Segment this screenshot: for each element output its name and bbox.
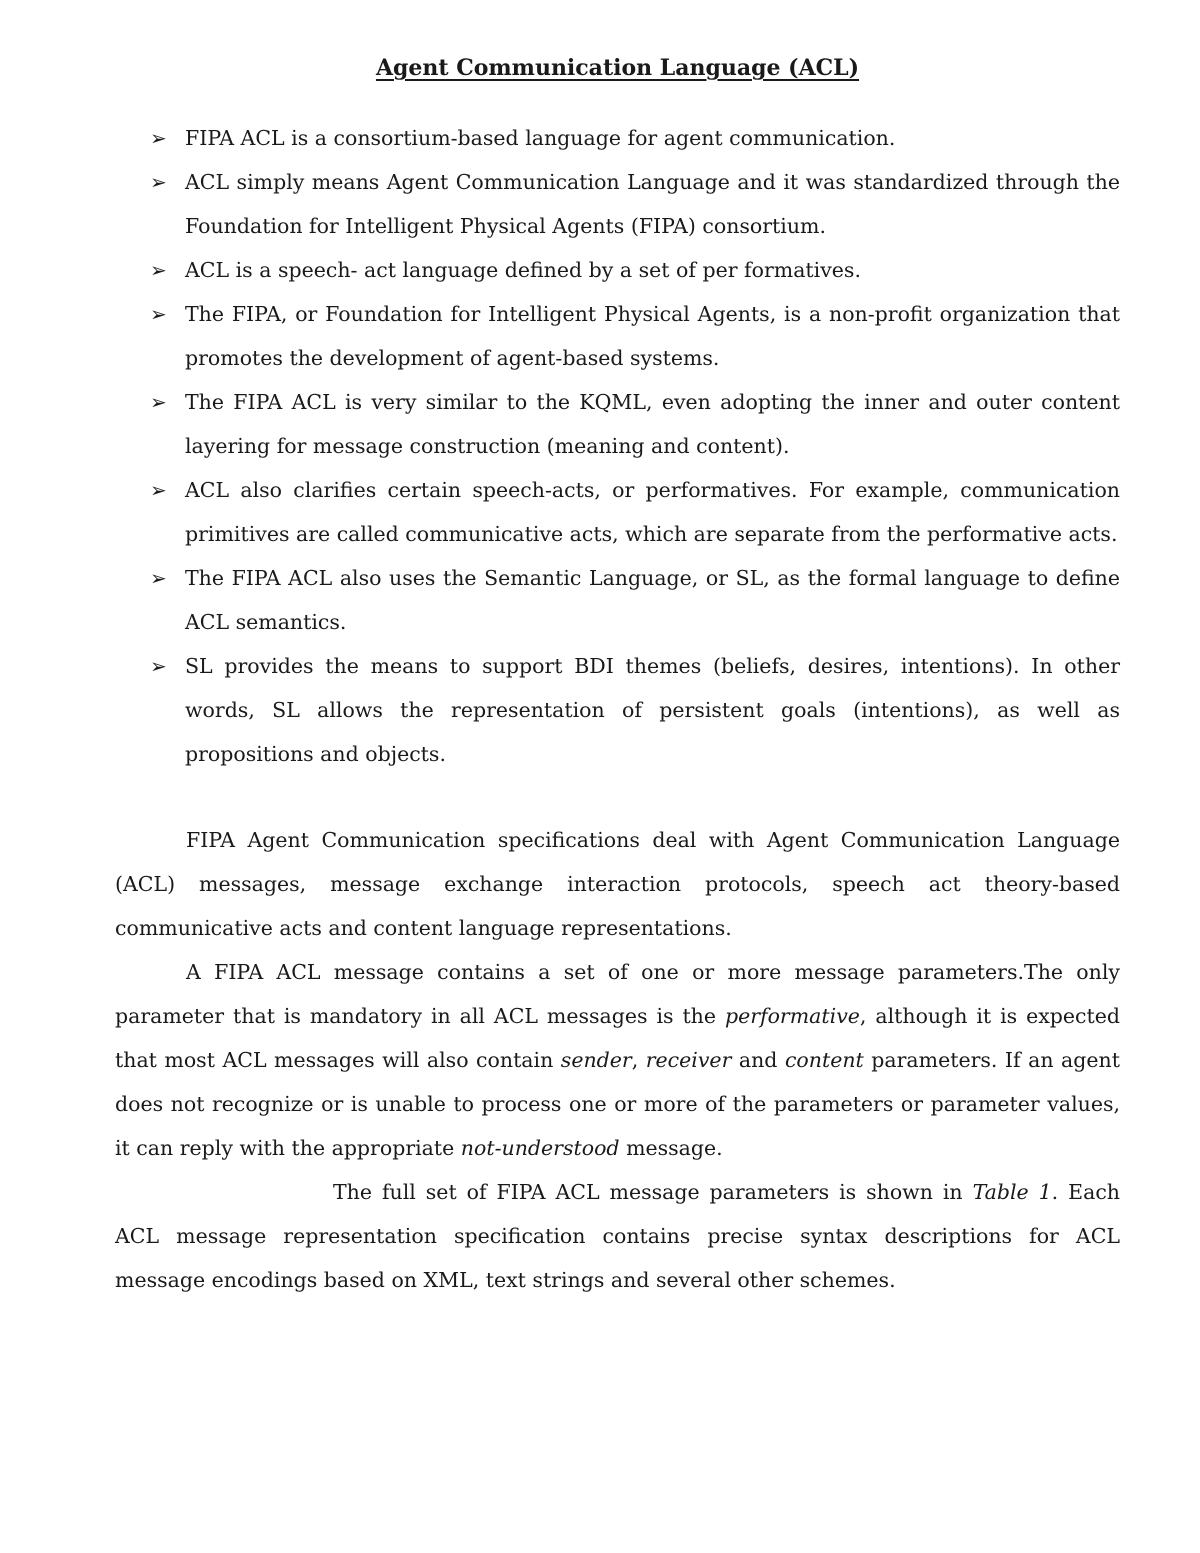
list-item <box>150 116 1120 160</box>
arrowhead-bullet-icon: ➢ <box>150 302 167 326</box>
list-item <box>150 468 1120 556</box>
page-title: Agent Communication Language (ACL) <box>375 55 860 81</box>
bullet-list <box>150 116 1120 776</box>
list-item <box>150 556 1120 644</box>
arrowhead-bullet-icon: ➢ <box>150 170 167 194</box>
arrowhead-bullet-icon: ➢ <box>150 654 167 678</box>
paragraph-acl-message-parameters: A FIPA ACL message contains a set of one or more message parameters.The only parameter that is mandatory in all ACL messages is the performative, although it is expected that most ACL messages will also contain sender, receiver and content parameters. If an agent does not recognize or is unable to process one or more of the parameters or parameter values, it can reply with the appropriate not-understood message. <box>115 960 1121 1160</box>
bullet-text: ACL also clarifies certain speech-acts, or performatives. For example, communication primitives are called communicative acts, which are separate from the performative acts. <box>185 478 1120 546</box>
bullet-text: ACL is a speech- act language defined by a set of per formatives. <box>185 258 861 282</box>
arrowhead-bullet-icon: ➢ <box>150 258 167 282</box>
list-item <box>150 380 1120 468</box>
term-performative: performative <box>724 1004 860 1028</box>
list-item <box>150 160 1120 248</box>
paragraph-fipa-specifications: FIPA Agent Communication specifications deal with Agent Communication Language (ACL) messages, message exchange interaction protocols, speech act theory-based communicative acts and content language representations. <box>115 828 1120 940</box>
paragraph-table-reference: The full set of FIPA ACL message parameters is shown in Table 1. Each ACL message representation specification contains precise syntax descriptions for ACL message encodings based on XML, text strings and several other schemes. <box>115 1180 1120 1292</box>
term-content: content <box>784 1048 864 1072</box>
bullet-text: The FIPA, or Foundation for Intelligent Physical Agents, is a non-profit organization that promotes the development of agent-based systems. <box>185 302 1120 370</box>
arrowhead-bullet-icon: ➢ <box>150 478 167 502</box>
term-not-understood: not-understood <box>460 1136 620 1160</box>
bullet-text: FIPA ACL is a consortium-based language for agent communication. <box>185 126 896 150</box>
bullet-text: The FIPA ACL is very similar to the KQML, even adopting the inner and outer content layering for message construction (meaning and content). <box>185 390 1120 458</box>
list-item <box>150 292 1120 380</box>
body-text <box>115 818 1120 1302</box>
list-item <box>150 248 1120 292</box>
arrowhead-bullet-icon: ➢ <box>150 390 167 414</box>
arrowhead-bullet-icon: ➢ <box>150 126 167 150</box>
bullet-text: SL provides the means to support BDI themes (beliefs, desires, intentions). In other words, SL allows the representation of persistent goals (intentions), as well as propositions and objects. <box>185 654 1120 766</box>
bullet-text: ACL simply means Agent Communication Language and it was standardized through the Foundation for Intelligent Physical Agents (FIPA) consortium. <box>185 170 1120 238</box>
term-receiver: receiver <box>645 1048 732 1072</box>
arrowhead-bullet-icon: ➢ <box>150 566 167 590</box>
bullet-text: The FIPA ACL also uses the Semantic Language, or SL, as the formal language to define ACL semantics. <box>185 566 1120 634</box>
table-reference: Table 1 <box>972 1180 1052 1204</box>
list-item <box>150 644 1120 776</box>
term-sender: sender <box>560 1048 632 1072</box>
